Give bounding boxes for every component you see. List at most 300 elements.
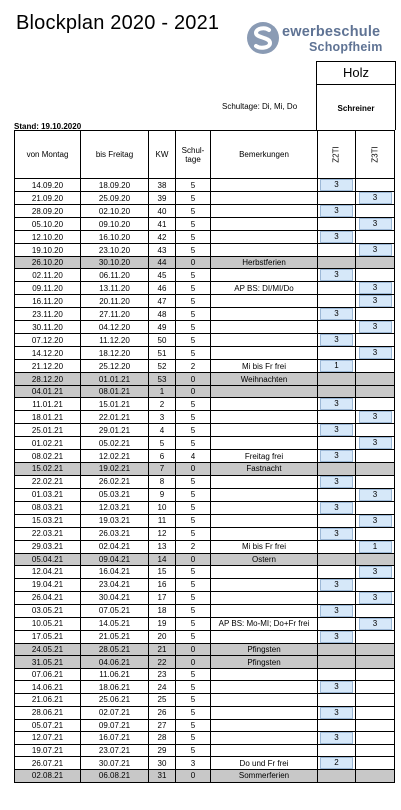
cell-schultage: 0 (176, 553, 211, 565)
cell-bemerkung (211, 205, 318, 218)
cell-bis: 12.02.21 (81, 450, 149, 463)
cell-z3ti (356, 360, 395, 373)
cell-von: 07.06.21 (15, 668, 81, 680)
block-count-badge: 3 (359, 282, 392, 294)
cell-bemerkung (211, 475, 318, 488)
cell-bis: 04.06.21 (81, 656, 149, 668)
cell-bemerkung (211, 514, 318, 527)
cell-bemerkung: Pfingsten (211, 643, 318, 655)
cell-z3ti (356, 424, 395, 437)
cell-z3ti (356, 308, 395, 321)
cell-von: 14.09.20 (15, 179, 81, 192)
cell-kw: 31 (149, 770, 176, 782)
cell-z3ti (356, 411, 395, 424)
cell-z2ti (318, 668, 356, 680)
col-header-schultage: Schul-tage (176, 131, 211, 179)
cell-bis: 09.10.20 (81, 218, 149, 231)
cell-bemerkung: Ostern (211, 553, 318, 565)
cell-bemerkung (211, 706, 318, 719)
cell-von: 12.10.20 (15, 231, 81, 244)
cell-bemerkung: Pfingsten (211, 656, 318, 668)
cell-bemerkung (211, 269, 318, 282)
cell-bemerkung (211, 334, 318, 347)
cell-bis: 20.11.20 (81, 295, 149, 308)
cell-von: 14.06.21 (15, 681, 81, 694)
table-row (15, 553, 395, 565)
cell-z3ti (356, 604, 395, 617)
table-row (15, 591, 395, 604)
table-row (15, 398, 395, 411)
cell-von: 29.03.21 (15, 540, 81, 553)
block-count-badge: 3 (359, 566, 392, 578)
col-header-z2ti: Z2TI (318, 131, 356, 179)
table-row (15, 308, 395, 321)
cell-kw: 5 (149, 437, 176, 450)
cell-z3ti (356, 757, 395, 770)
page-title: Blockplan 2020 - 2021 (16, 12, 220, 34)
cell-z3ti (356, 192, 395, 205)
cell-z2ti (318, 630, 356, 643)
cell-kw: 10 (149, 501, 176, 514)
cell-kw: 20 (149, 630, 176, 643)
cell-bemerkung: Herbstferien (211, 257, 318, 269)
cell-von: 28.06.21 (15, 706, 81, 719)
cell-kw: 26 (149, 706, 176, 719)
cell-kw: 52 (149, 360, 176, 373)
cell-bemerkung (211, 308, 318, 321)
cell-kw: 6 (149, 450, 176, 463)
cell-kw: 23 (149, 668, 176, 680)
cell-bemerkung (211, 218, 318, 231)
cell-bis: 23.07.21 (81, 744, 149, 756)
cell-schultage: 5 (176, 411, 211, 424)
cell-bis: 25.06.21 (81, 694, 149, 706)
cell-bemerkung (211, 347, 318, 360)
table-row (15, 411, 395, 424)
cell-bis: 21.05.21 (81, 630, 149, 643)
cell-z3ti (356, 565, 395, 578)
table-row (15, 578, 395, 591)
cell-z2ti (318, 540, 356, 553)
cell-von: 17.05.21 (15, 630, 81, 643)
cell-z3ti (356, 553, 395, 565)
block-count-badge: 3 (320, 231, 353, 243)
cell-bemerkung (211, 694, 318, 706)
cell-von: 09.11.20 (15, 282, 81, 295)
cell-bis: 30.07.21 (81, 757, 149, 770)
cell-bemerkung (211, 231, 318, 244)
cell-bis: 11.06.21 (81, 668, 149, 680)
cell-schultage: 0 (176, 373, 211, 385)
cell-schultage: 5 (176, 744, 211, 756)
holz-header: Holz (316, 61, 396, 84)
cell-kw: 28 (149, 731, 176, 744)
block-count-badge: 3 (359, 618, 392, 630)
block-count-badge: 3 (359, 437, 392, 449)
cell-kw: 44 (149, 257, 176, 269)
block-count-badge: 3 (359, 515, 392, 527)
cell-schultage: 5 (176, 604, 211, 617)
cell-kw: 48 (149, 308, 176, 321)
cell-von: 19.04.21 (15, 578, 81, 591)
block-count-badge: 3 (359, 244, 392, 256)
cell-kw: 41 (149, 218, 176, 231)
cell-z3ti (356, 257, 395, 269)
cell-z2ti (318, 231, 356, 244)
table-row (15, 463, 395, 475)
cell-schultage: 5 (176, 334, 211, 347)
cell-schultage: 5 (176, 694, 211, 706)
cell-schultage: 5 (176, 501, 211, 514)
cell-von: 21.12.20 (15, 360, 81, 373)
cell-z3ti (356, 770, 395, 782)
cell-bemerkung (211, 385, 318, 397)
cell-z2ti (318, 411, 356, 424)
cell-z2ti (318, 617, 356, 630)
cell-bis: 18.12.20 (81, 347, 149, 360)
cell-von: 05.10.20 (15, 218, 81, 231)
cell-bis: 16.07.21 (81, 731, 149, 744)
cell-z3ti (356, 179, 395, 192)
cell-kw: 2 (149, 398, 176, 411)
cell-schultage: 0 (176, 385, 211, 397)
cell-schultage: 5 (176, 514, 211, 527)
cell-schultage: 0 (176, 656, 211, 668)
block-count-badge: 3 (359, 295, 392, 307)
cell-von: 07.12.20 (15, 334, 81, 347)
block-count-badge: 3 (320, 707, 353, 719)
cell-bis: 26.03.21 (81, 527, 149, 540)
table-row (15, 719, 395, 731)
cell-von: 28.12.20 (15, 373, 81, 385)
cell-z2ti (318, 308, 356, 321)
cell-z3ti (356, 527, 395, 540)
col-header-bis: bis Freitag (81, 131, 149, 179)
cell-kw: 19 (149, 617, 176, 630)
cell-bemerkung (211, 295, 318, 308)
stand-date: Stand: 19.10.2020 (14, 122, 82, 131)
cell-bemerkung: Mi bis Fr frei (211, 540, 318, 553)
cell-bemerkung (211, 501, 318, 514)
cell-bemerkung (211, 731, 318, 744)
block-count-badge: 3 (320, 308, 353, 320)
cell-z2ti (318, 321, 356, 334)
cell-schultage: 5 (176, 308, 211, 321)
cell-z2ti (318, 501, 356, 514)
table-row (15, 668, 395, 680)
cell-z2ti (318, 257, 356, 269)
table-row (15, 244, 395, 257)
block-count-badge: 3 (320, 398, 353, 410)
cell-von: 15.03.21 (15, 514, 81, 527)
cell-z3ti (356, 744, 395, 756)
table-row (15, 565, 395, 578)
block-count-badge: 3 (359, 218, 392, 230)
cell-z2ti (318, 269, 356, 282)
cell-kw: 45 (149, 269, 176, 282)
table-row (15, 347, 395, 360)
cell-z2ti (318, 731, 356, 744)
cell-z3ti (356, 437, 395, 450)
cell-kw: 25 (149, 694, 176, 706)
table-row (15, 282, 395, 295)
cell-bemerkung (211, 630, 318, 643)
block-count-badge: 3 (320, 269, 353, 281)
cell-schultage: 5 (176, 282, 211, 295)
cell-kw: 39 (149, 192, 176, 205)
cell-z2ti (318, 205, 356, 218)
cell-schultage: 5 (176, 681, 211, 694)
table-row (15, 604, 395, 617)
cell-z3ti (356, 591, 395, 604)
table-row (15, 192, 395, 205)
schreiner-header: Schreiner (316, 84, 396, 130)
cell-bemerkung (211, 527, 318, 540)
cell-schultage: 4 (176, 450, 211, 463)
cell-schultage: 5 (176, 437, 211, 450)
cell-von: 23.11.20 (15, 308, 81, 321)
cell-bemerkung (211, 488, 318, 501)
table-row (15, 450, 395, 463)
cell-z3ti (356, 205, 395, 218)
cell-schultage: 2 (176, 540, 211, 553)
cell-z3ti (356, 731, 395, 744)
table-row (15, 694, 395, 706)
cell-z3ti (356, 694, 395, 706)
cell-z2ti (318, 757, 356, 770)
cell-schultage: 5 (176, 244, 211, 257)
cell-bemerkung (211, 192, 318, 205)
cell-bemerkung (211, 398, 318, 411)
cell-z3ti (356, 373, 395, 385)
cell-z2ti (318, 488, 356, 501)
cell-von: 03.05.21 (15, 604, 81, 617)
cell-bemerkung: AP BS: DI/MI/Do (211, 282, 318, 295)
cell-bis: 04.12.20 (81, 321, 149, 334)
col-header-kw: KW (149, 131, 176, 179)
cell-bis: 12.03.21 (81, 501, 149, 514)
cell-bis: 05.02.21 (81, 437, 149, 450)
table-row (15, 514, 395, 527)
block-count-badge: 3 (320, 476, 353, 488)
cell-kw: 47 (149, 295, 176, 308)
table-row (15, 231, 395, 244)
cell-z3ti (356, 463, 395, 475)
cell-bemerkung (211, 565, 318, 578)
cell-von: 08.03.21 (15, 501, 81, 514)
cell-kw: 18 (149, 604, 176, 617)
cell-z2ti (318, 450, 356, 463)
block-count-badge: 3 (320, 631, 353, 643)
cell-kw: 43 (149, 244, 176, 257)
cell-bemerkung (211, 719, 318, 731)
cell-bemerkung (211, 424, 318, 437)
cell-von: 04.01.21 (15, 385, 81, 397)
cell-bis: 18.06.21 (81, 681, 149, 694)
table-row (15, 424, 395, 437)
cell-bis: 16.04.21 (81, 565, 149, 578)
cell-bemerkung (211, 179, 318, 192)
cell-kw: 51 (149, 347, 176, 360)
cell-kw: 42 (149, 231, 176, 244)
table-row (15, 681, 395, 694)
cell-von: 19.07.21 (15, 744, 81, 756)
cell-z3ti (356, 668, 395, 680)
cell-bis: 02.07.21 (81, 706, 149, 719)
cell-schultage: 5 (176, 731, 211, 744)
cell-von: 18.01.21 (15, 411, 81, 424)
table-row (15, 744, 395, 756)
cell-von: 19.10.20 (15, 244, 81, 257)
cell-von: 28.09.20 (15, 205, 81, 218)
cell-schultage: 5 (176, 527, 211, 540)
col-header-von: von Montag (15, 131, 81, 179)
cell-von: 11.01.21 (15, 398, 81, 411)
cell-bemerkung: Sommerferien (211, 770, 318, 782)
cell-kw: 53 (149, 373, 176, 385)
cell-schultage: 5 (176, 269, 211, 282)
cell-z3ti (356, 514, 395, 527)
table-row (15, 501, 395, 514)
cell-bis: 07.05.21 (81, 604, 149, 617)
logo-text-line2: Schopfheim (309, 40, 383, 54)
cell-bis: 02.10.20 (81, 205, 149, 218)
cell-z2ti (318, 463, 356, 475)
table-row (15, 540, 395, 553)
cell-bis: 27.11.20 (81, 308, 149, 321)
cell-bis: 13.11.20 (81, 282, 149, 295)
cell-z3ti (356, 719, 395, 731)
cell-z3ti (356, 244, 395, 257)
table-row (15, 488, 395, 501)
school-logo (247, 22, 395, 56)
cell-schultage: 0 (176, 463, 211, 475)
cell-z3ti (356, 450, 395, 463)
cell-z2ti (318, 656, 356, 668)
cell-von: 30.11.20 (15, 321, 81, 334)
block-count-badge: 3 (320, 179, 353, 191)
table-row (15, 475, 395, 488)
cell-z3ti (356, 334, 395, 347)
cell-bis: 02.04.21 (81, 540, 149, 553)
cell-bemerkung (211, 668, 318, 680)
table-row (15, 179, 395, 192)
block-count-badge: 3 (359, 411, 392, 423)
cell-bemerkung (211, 437, 318, 450)
cell-schultage: 5 (176, 347, 211, 360)
cell-z2ti (318, 385, 356, 397)
cell-z2ti (318, 578, 356, 591)
table-row (15, 757, 395, 770)
table-row (15, 321, 395, 334)
table-row (15, 706, 395, 719)
cell-von: 26.10.20 (15, 257, 81, 269)
cell-schultage: 5 (176, 192, 211, 205)
block-count-badge: 3 (320, 334, 353, 346)
table-row (15, 218, 395, 231)
block-count-badge: 2 (320, 757, 353, 769)
cell-bis: 30.10.20 (81, 257, 149, 269)
cell-bis: 28.05.21 (81, 643, 149, 655)
cell-bis: 09.07.21 (81, 719, 149, 731)
cell-bemerkung: AP BS: Mo-MI; Do+Fr frei (211, 617, 318, 630)
block-count-badge: 3 (359, 347, 392, 359)
table-row (15, 630, 395, 643)
table-row (15, 731, 395, 744)
block-count-badge: 3 (320, 605, 353, 617)
cell-kw: 50 (149, 334, 176, 347)
cell-z3ti (356, 643, 395, 655)
cell-z2ti (318, 295, 356, 308)
cell-z3ti (356, 475, 395, 488)
cell-schultage: 5 (176, 617, 211, 630)
cell-z2ti (318, 192, 356, 205)
cell-z2ti (318, 553, 356, 565)
cell-bis: 06.11.20 (81, 269, 149, 282)
cell-z3ti (356, 578, 395, 591)
cell-von: 25.01.21 (15, 424, 81, 437)
cell-z3ti (356, 347, 395, 360)
cell-z2ti (318, 643, 356, 655)
cell-kw: 1 (149, 385, 176, 397)
schultage-note: Schultage: Di, Mi, Do (222, 102, 298, 111)
cell-schultage: 5 (176, 398, 211, 411)
table-row (15, 257, 395, 269)
cell-von: 22.03.21 (15, 527, 81, 540)
cell-bis: 08.01.21 (81, 385, 149, 397)
cell-bis: 23.10.20 (81, 244, 149, 257)
cell-schultage: 0 (176, 770, 211, 782)
table-row (15, 385, 395, 397)
cell-z3ti (356, 488, 395, 501)
cell-von: 16.11.20 (15, 295, 81, 308)
cell-bemerkung (211, 591, 318, 604)
cell-bis: 01.01.21 (81, 373, 149, 385)
cell-z3ti (356, 706, 395, 719)
cell-von: 12.04.21 (15, 565, 81, 578)
block-count-badge: 3 (320, 528, 353, 540)
cell-z2ti (318, 475, 356, 488)
cell-von: 21.06.21 (15, 694, 81, 706)
cell-schultage: 0 (176, 643, 211, 655)
cell-z3ti (356, 282, 395, 295)
cell-schultage: 5 (176, 578, 211, 591)
cell-von: 01.03.21 (15, 488, 81, 501)
table-row (15, 295, 395, 308)
logo-text-line1: ewerbeschule (282, 24, 381, 40)
cell-kw: 27 (149, 719, 176, 731)
cell-kw: 24 (149, 681, 176, 694)
cell-z3ti (356, 269, 395, 282)
cell-bis: 19.03.21 (81, 514, 149, 527)
cell-bemerkung (211, 411, 318, 424)
cell-bis: 29.01.21 (81, 424, 149, 437)
cell-kw: 38 (149, 179, 176, 192)
cell-von: 02.11.20 (15, 269, 81, 282)
cell-kw: 11 (149, 514, 176, 527)
cell-bemerkung (211, 244, 318, 257)
block-count-badge: 3 (359, 489, 392, 501)
cell-bemerkung (211, 744, 318, 756)
block-count-badge: 3 (320, 579, 353, 591)
cell-von: 31.05.21 (15, 656, 81, 668)
cell-von: 12.07.21 (15, 731, 81, 744)
cell-z2ti (318, 218, 356, 231)
cell-z3ti (356, 231, 395, 244)
cell-bis: 30.04.21 (81, 591, 149, 604)
cell-z2ti (318, 604, 356, 617)
cell-bis: 11.12.20 (81, 334, 149, 347)
